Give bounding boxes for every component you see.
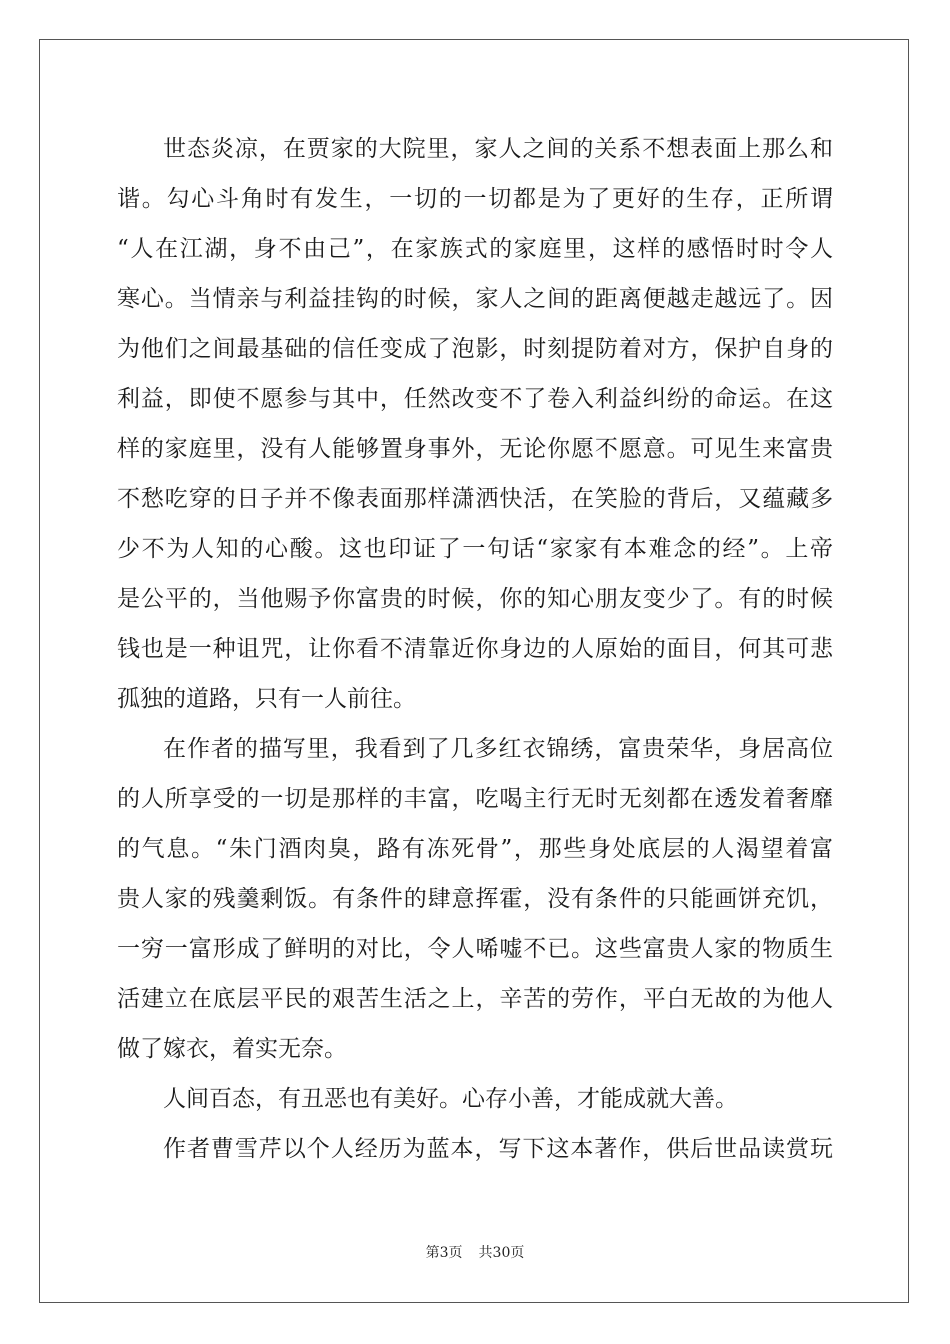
paragraph-line: 做了嫁衣，着实无奈。 [117,1036,347,1062]
paragraph-line: 利益，即使不愿参与其中，任然改变不了卷入利益纠纷的命运。在这 [117,386,833,412]
paragraph-line: 的人所享受的一切是那样的丰富，吃喝主行无时无刻都在透发着奢靡 [117,786,833,812]
page-footer [0,1244,950,1262]
paragraph-line: 钱也是一种诅咒，让你看不清靠近你身边的人原始的面目，何其可悲 [117,636,833,662]
paragraph-line: 少不为人知的心酸。这也印证了一句话“家家有本难念的经”。上帝 [117,536,833,562]
paragraph-line: 世态炎凉，在贾家的大院里，家人之间的关系不想表面上那么和 [163,136,833,162]
paragraph-line: “人在江湖，身不由己”，在家族式的家庭里，这样的感悟时时令人 [117,236,833,262]
paragraph-line: 一穷一富形成了鲜明的对比，令人唏嘘不已。这些富贵人家的物质生 [117,936,833,962]
paragraph-line: 孤独的道路，只有一人前往。 [117,686,416,712]
paragraph-line: 的气息。“朱门酒肉臭，路有冻死骨”，那些身处底层的人渴望着富 [117,836,833,862]
paragraph-line: 寒心。当情亲与利益挂钩的时候，家人之间的距离便越走越远了。因 [117,286,833,312]
paragraph-line: 活建立在底层平民的艰苦生活之上，辛苦的劳作，平白无故的为他人 [117,986,833,1012]
paragraph-line: 作者曹雪芹以个人经历为蓝本，写下这本著作，供后世品读赏玩 [163,1136,833,1162]
paragraph-line: 人间百态，有丑恶也有美好。心存小善，才能成就大善。 [163,1086,738,1112]
page-total: 共30页 [478,1245,525,1261]
paragraph-line: 在作者的描写里，我看到了几多红衣锦绣，富贵荣华，身居高位 [163,736,833,762]
paragraph-line: 为他们之间最基础的信任变成了泡影，时刻提防着对方，保护自身的 [117,336,833,362]
paragraph-line: 不愁吃穿的日子并不像表面那样潇洒快活，在笑脸的背后，又蕴藏多 [117,486,833,512]
paragraph-line: 谐。勾心斗角时有发生，一切的一切都是为了更好的生存，正所谓 [117,186,833,212]
paragraph-line: 是公平的，当他赐予你富贵的时候，你的知心朋友变少了。有的时候 [117,586,833,612]
page-number: 第3页 [425,1245,463,1261]
paragraph-line: 贵人家的残羹剩饭。有条件的肆意挥霍，没有条件的只能画饼充饥， [117,886,833,912]
paragraph-line: 样的家庭里，没有人能够置身事外，无论你愿不愿意。可见生来富贵 [117,436,833,462]
